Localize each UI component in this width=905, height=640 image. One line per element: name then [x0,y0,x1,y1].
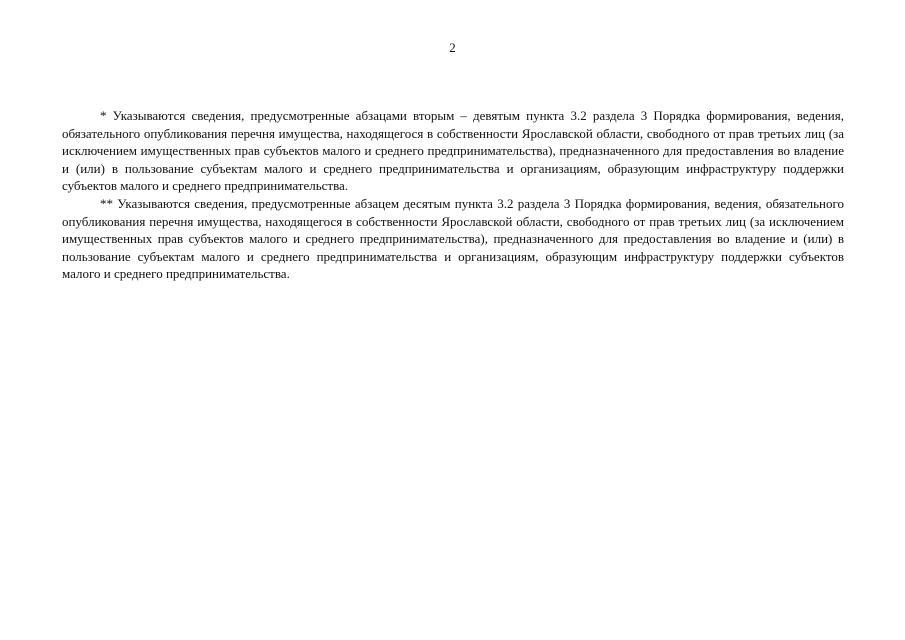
page-number: 2 [449,40,456,55]
footnote-single-asterisk: * Указываются сведения, предусмотренные абзацами вторым – девятым пункта 3.2 раздела 3 Порядка формирования, ведения, обязательного опубликования перечня имущества, находящегося в собственности Ярославской области, свободного от прав третьих лиц (за исключением имущественных прав субъектов малого и среднего предпринимательства), предназначенного для предоставления во владение и (или) в пользование субъектам малого и среднего предпринимательства и организациям, образующим инфраструктуру поддержки субъектов малого и среднего предпринимательства. [62,108,844,194]
footnote-double-asterisk: ** Указываются сведения, предусмотренные абзацем десятым пункта 3.2 раздела 3 Порядка формирования, ведения, обязательного опубликования перечня имущества, находящегося в собственности Ярославской области, свободного от прав третьих лиц (за исключением имущественных прав субъектов малого и среднего предпринимательства), предназначенного для предоставления во владение и (или) в пользование субъектам малого и среднего предпринимательства и организациям, образующим инфраструктуру поддержки субъектов малого и среднего предпринимательства. [62,195,844,282]
footnotes [62,107,844,283]
